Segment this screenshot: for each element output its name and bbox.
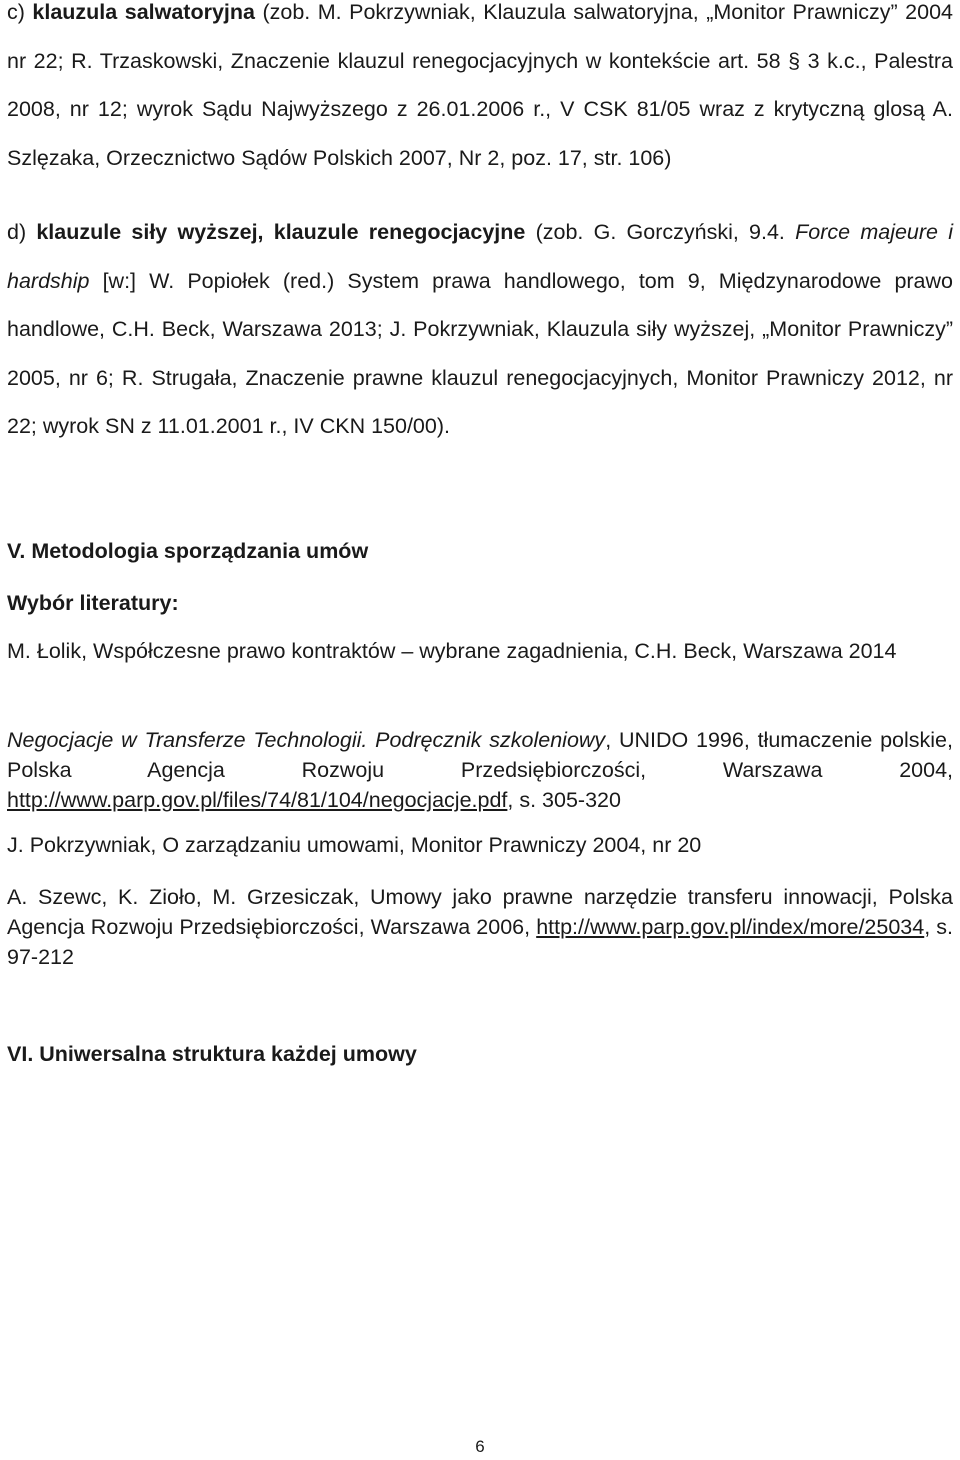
reference-text: , UNIDO 1996, tłumaczenie polskie, Polska Agencja Rozwoju Przedsiębiorczości, Warszawa 2004, <box>7 728 953 782</box>
item-text: (zob. M. Pokrzywniak, Klauzula salwatoryjna, „Monitor Prawniczy” 2004 nr 22; R. Trzaskowski, Znaczenie klauzul renegocjacyjnych w kontekście art. 58 § 3 k.c., Palestra 2008, nr 12; wyrok Sądu Najwyższego z 26.01.2006 r., V CSK 81/05 wraz z krytyczną glosą A. Szlęzaka, Orzecznictwo Sądów Polskich 2007, Nr 2, poz. 17, str. 106) <box>7 0 953 170</box>
item-term: klauzula salwatoryjna <box>32 0 255 24</box>
section-heading-vi: VI. Uniwersalna struktura każdej umowy <box>7 1042 417 1066</box>
reference-link[interactable]: http://www.parp.gov.pl/index/more/25034 <box>536 915 925 939</box>
item-text: [w:] W. Popiołek (red.) System prawa handlowego, tom 9, Międzynarodowe prawo handlowe, C.H. Beck, Warszawa 2013; J. Pokrzywniak, Klauzula siły wyższej, „Monitor Prawniczy” 2005, nr 6; R. Strugała, Znaczenie prawne klauzul renegocjacyjnych, Monitor Prawniczy 2012, nr 22; wyrok SN z 11.01.2001 r., IV CKN 150/00). <box>7 268 953 438</box>
item-italic-text: Force majeure i hardship <box>7 220 953 293</box>
item-term: klauzule siły wyższej, klauzule renegocjacyjne <box>36 220 526 244</box>
reference-text: , s. 305-320 <box>507 788 621 812</box>
reference-item: J. Pokrzywniak, O zarządzaniu umowami, Monitor Prawniczy 2004, nr 20 <box>7 833 702 857</box>
reference-text: A. Szewc, K. Zioło, M. Grzesiczak, Umowy jako prawne narzędzie transferu innowacji, Polska Agencja Rozwoju Przedsiębiorczości, Warszawa 2006, <box>7 885 953 939</box>
item-prefix: d) <box>7 220 37 244</box>
reference-link[interactable]: http://www.parp.gov.pl/files/74/81/104/negocjacje.pdf <box>7 788 508 812</box>
list-item-c <box>7 0 953 182</box>
reference-title: Negocjacje w Transferze Technologii. Podręcznik szkoleniowy <box>7 728 606 752</box>
bibliography-subheading: Wybór literatury: <box>7 591 179 615</box>
item-text: (zob. G. Gorczyński, 9.4. <box>525 220 796 244</box>
section-heading-v: V. Metodologia sporządzania umów <box>7 539 369 563</box>
page-number: 6 <box>475 1437 485 1456</box>
reference-item <box>7 725 953 815</box>
item-prefix: c) <box>7 0 33 24</box>
reference-text: , s. 97-212 <box>7 915 954 969</box>
list-item-d <box>7 208 953 451</box>
reference-item <box>7 882 953 972</box>
reference-item: M. Łolik, Współczesne prawo kontraktów – wybrane zagadnienia, C.H. Beck, Warszawa 2014 <box>7 639 897 663</box>
